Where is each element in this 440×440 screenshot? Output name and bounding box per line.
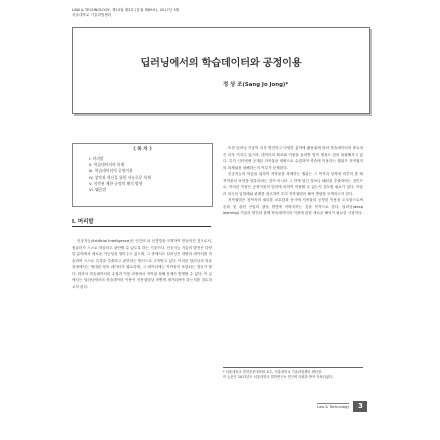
body-paragraph: 저작권법은 창작자의 권리를 보호함과 동시에 저작물의 공정한 이용을 도모함으로써 문화 및 관련 산업의 향상 발전에 이바지하는 것을 목적으로 한다. 딥러닝(deep learning) 기술의 발전과 함께 학습데이터의 이용에 관한 새로운 해석이 필요한 시점이다.: [223, 198, 363, 216]
toc-title: 《 목 차 》: [131, 147, 154, 152]
toc-item: V. 저작권 제한 규정의 해석 방향: [89, 180, 143, 186]
section-heading: [72, 217, 211, 225]
journal-header: [72, 8, 312, 18]
toc-item: II. 학습데이터의 복제: [89, 162, 125, 168]
title-box: [72, 27, 370, 114]
section-divider: [72, 226, 211, 227]
journal-publisher: 서울대학교 기술과법센터: [72, 13, 112, 18]
page-footer: [317, 400, 367, 412]
journal-citation: LAW & TECHNOLOGY, 제13권 제3호 (통권 제69호), 2017년 5월: [72, 8, 180, 12]
toc-item: VI. 맺음말: [89, 187, 107, 193]
body-paragraph: 또한 딥러닝 기술이 더욱 발전하고 다양한 분야에 활용됨에 따라 학습데이터의 중요성은 더욱 커지고 있으며, 데이터의 확보와 이용을 둘러싼 법적 쟁점도 점차 복잡해지고 있다. 특히 인터넷에 공개된 저작물을 대량으로 수집하여 학습에 이용하는 행위가 저작권자의 복제권을 침해하는지 여부가 문제된다.: [223, 146, 363, 170]
article-title: 딥러닝에서의 학습데이터와 공정이용: [140, 58, 302, 69]
footnote-line: * 서울대학교 법학전문대학원 교수, 서울대학교 기술과법센터 센터장.: [223, 370, 323, 374]
footnote-line: 이 논문은 2017년도 서울대학교 법학연구소 연구비 지원을 받아 작성되었다.: [223, 374, 334, 379]
body-paragraph: 인공지능(Artificial Intelligence)은 인간의 뇌 신경망을 모방하여 만들어진 것으로서, 컴퓨터가 스스로 학습하고 판단할 수 있도록 하는 기술이다. 인공지능 기술의 발전은 다양한 분야에서 새로운 가능성을 열어주고 있으며, 그 중에서도 딥러닝은 대량의 데이터를 학습하여 스스로 특징을 추출하고 판단하는 방식으로 주목받고 있다. 이러한 딥러닝의 학습 과정에서는 방대한 양의 데이터가 필요하며, 그 데이터에는 저작물이 포함되는 경우가 많다. 따라서 학습데이터의 수집과 이용 과정에서 저작권 침해 문제가 발생할 수 있다. 이 글에서는 딥러닝에서의 학습데이터 이용이 저작권법상 어떻게 평가되어야 하는지를 검토하고자 한다.: [72, 239, 212, 289]
article-author: 정 상 조(Sang Jo Jong)*: [223, 82, 289, 88]
toc-item: I. 머리말: [89, 156, 104, 161]
footer-label: Law & Technology: [317, 405, 350, 409]
body-paragraph: 인공지능의 학습을 위하여 저작물을 복제하는 행위는 그 목적과 성격에 비추어 볼 때 저작물의 표현을 향유하려는 것이 아니라 그 안에 담긴 정보나 패턴을 추출하려는 것이므로, 이러한 이용은 공정이용의 법리에 의하여 허용될 수 있는지 검토할 필요가 있다. 아울러 외국의 입법례와 판례를 참고하여 우리 저작권법의 해석 방향을 모색하고자 한다.: [223, 172, 363, 196]
toc-list: [89, 156, 151, 193]
table-of-contents: [72, 143, 213, 207]
footnote: [223, 367, 363, 379]
section-heading-text: I. 머리말: [72, 219, 94, 225]
right-body-column: [223, 145, 363, 361]
page-number: 3: [353, 401, 367, 412]
toc-item: IV. 창작과 혁신을 위한 자유로운 복제: [89, 174, 151, 180]
toc-item: III. 학습데이터의 공정이용: [89, 168, 133, 174]
left-body-column: [72, 238, 212, 423]
